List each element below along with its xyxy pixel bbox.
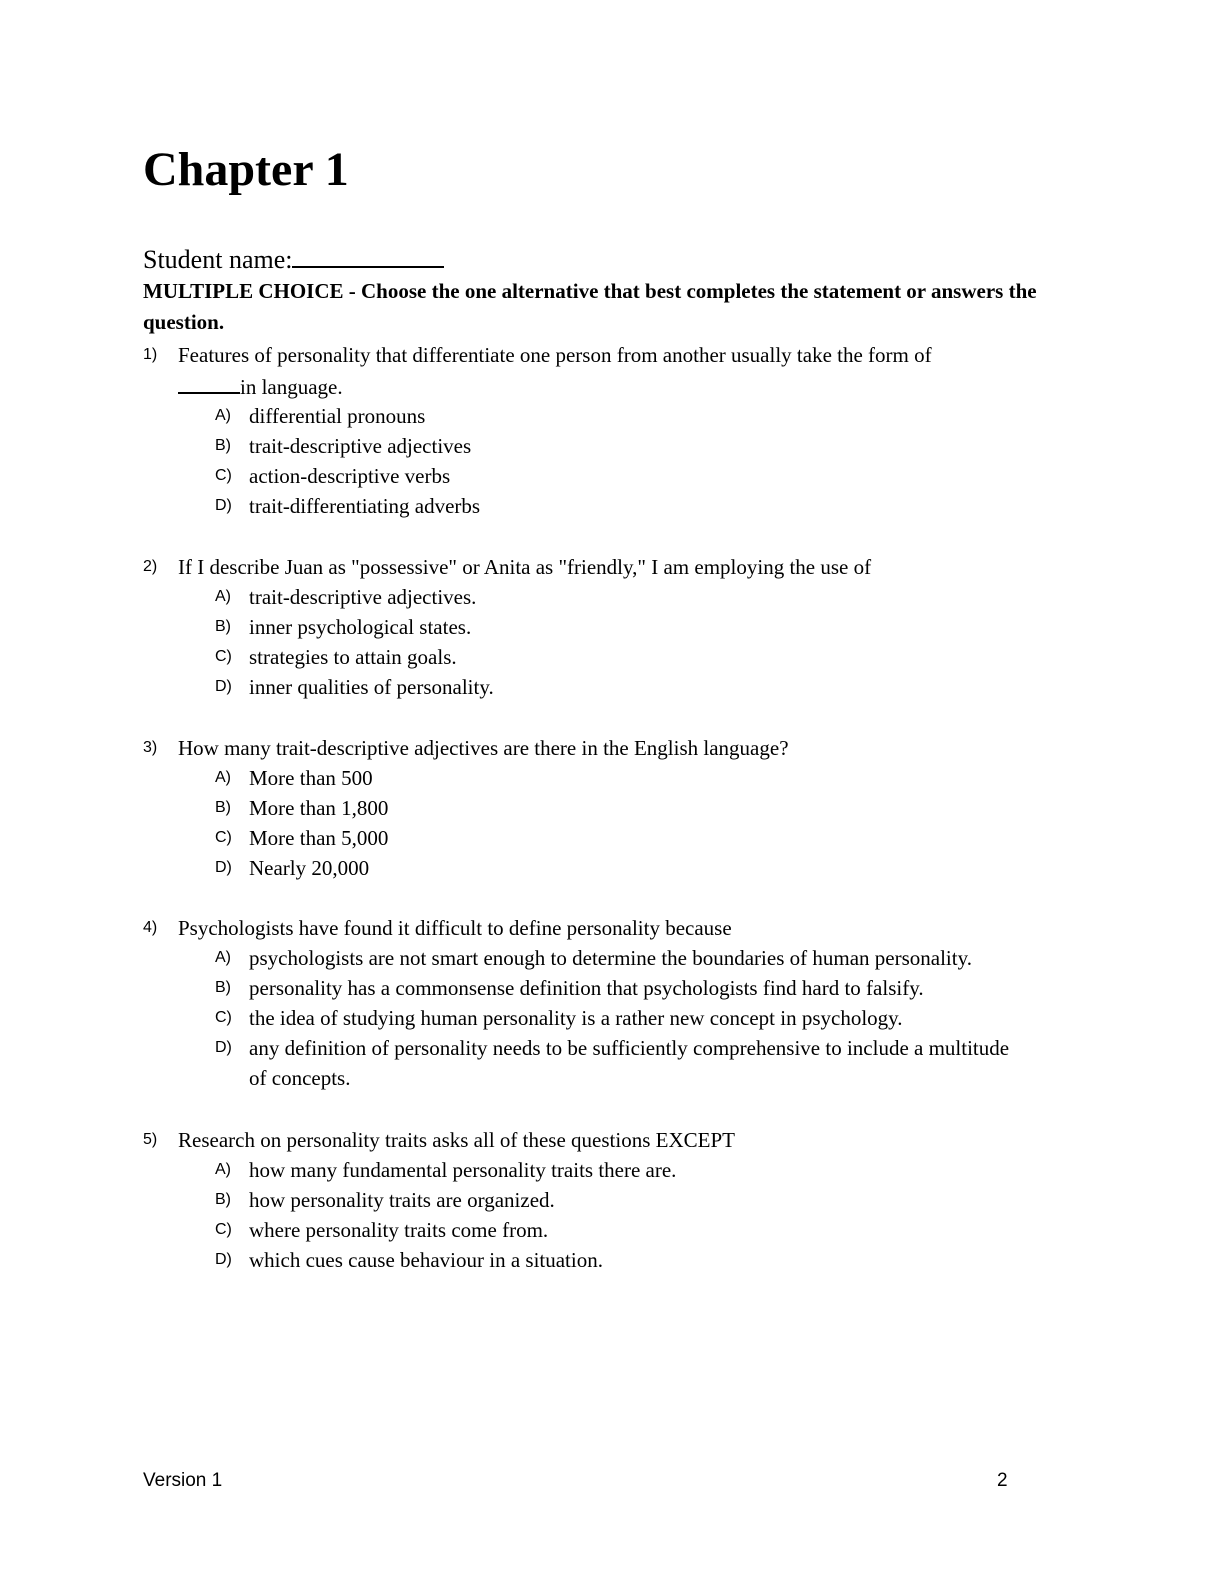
answer-option-c (215, 1215, 1095, 1245)
option-text: Nearly 20,000 (249, 856, 370, 880)
student-name-line (143, 240, 444, 277)
option-text: inner psychological states. (249, 615, 472, 639)
option-letter: D) (215, 1251, 232, 1268)
option-letter: A) (215, 769, 231, 786)
option-letter: C) (215, 1009, 232, 1026)
option-letter: C) (215, 467, 232, 484)
question-stem-text: Features of personality that differentiate one person from another usually take the form of (178, 343, 932, 367)
answer-option-d (215, 1033, 1095, 1093)
answer-option-d (215, 491, 1095, 521)
option-text: strategies to attain goals. (249, 645, 457, 669)
option-letter: B) (215, 618, 231, 635)
option-text: trait-descriptive adjectives (249, 434, 472, 458)
answer-option-a (215, 943, 1095, 973)
page-title: Chapter 1 (143, 143, 349, 196)
answer-option-d (215, 1245, 1095, 1275)
option-letter: A) (215, 588, 231, 605)
footer-page-number: 2 (997, 1470, 1008, 1491)
question-number: 1) (143, 346, 158, 363)
option-text: personality has a commonsense definition that psychologists find hard to falsify. (249, 976, 924, 1000)
question-number: 4) (143, 919, 158, 936)
answer-options (215, 763, 1095, 883)
answer-option-b (215, 431, 1095, 461)
answer-option-c (215, 1003, 1095, 1033)
option-letter: B) (215, 1191, 231, 1208)
question-stem (178, 340, 1058, 402)
option-letter: D) (215, 1039, 232, 1056)
option-letter: A) (215, 1161, 231, 1178)
question-number: 3) (143, 739, 158, 756)
answer-option-b (215, 612, 1095, 642)
question-number: 2) (143, 558, 158, 575)
answer-option-c (215, 642, 1095, 672)
option-letter: C) (215, 1221, 232, 1238)
answer-option-d (215, 853, 1095, 883)
option-text: where personality traits come from. (249, 1218, 549, 1242)
question-stem: Research on personality traits asks all of these questions EXCEPT (178, 1128, 735, 1152)
option-letter: C) (215, 648, 232, 665)
answer-option-c (215, 823, 1095, 853)
question-stem: How many trait-descriptive adjectives are there in the English language? (178, 736, 789, 760)
option-letter: A) (215, 407, 231, 424)
option-text: how many fundamental personality traits there are. (249, 1158, 677, 1182)
option-letter: B) (215, 437, 231, 454)
answer-option-b (215, 1185, 1095, 1215)
option-letter: D) (215, 497, 232, 514)
instructions: MULTIPLE CHOICE - Choose the one alternative that best completes the statement or answers the question. (143, 279, 1037, 334)
question-stem: Psychologists have found it difficult to define personality because (178, 916, 732, 940)
option-text: differential pronouns (249, 404, 426, 428)
answer-options (215, 1155, 1095, 1275)
answer-option-d (215, 672, 1095, 702)
answer-option-b (215, 793, 1095, 823)
option-letter: D) (215, 859, 232, 876)
option-text: inner qualities of personality. (249, 675, 494, 699)
option-text: More than 5,000 (249, 826, 389, 850)
option-letter: B) (215, 799, 231, 816)
option-text: trait-descriptive adjectives. (249, 585, 477, 609)
option-text: which cues cause behaviour in a situation. (249, 1248, 603, 1272)
answer-option-b (215, 973, 1095, 1003)
option-text: More than 1,800 (249, 796, 389, 820)
answer-options (215, 943, 1095, 1093)
option-text: any definition of personality needs to be sufficiently comprehensive to include a multitude of concepts. (249, 1036, 1010, 1090)
option-text: action-descriptive verbs (249, 464, 451, 488)
answer-option-a (215, 763, 1095, 793)
option-letter: D) (215, 678, 232, 695)
answer-option-c (215, 461, 1095, 491)
student-name-label: Student name: (143, 245, 293, 274)
option-letter: C) (215, 829, 232, 846)
footer-version: Version 1 (143, 1470, 223, 1491)
answer-options (215, 582, 1095, 702)
option-letter: B) (215, 979, 231, 996)
fill-in-blank (178, 370, 240, 394)
question-number: 5) (143, 1131, 158, 1148)
answer-option-a (215, 401, 1095, 431)
option-text: how personality traits are organized. (249, 1188, 555, 1212)
question-stem: If I describe Juan as "possessive" or Anita as "friendly," I am employing the use of (178, 555, 872, 579)
student-name-blank (292, 240, 444, 268)
answer-option-a (215, 582, 1095, 612)
option-text: trait-differentiating adverbs (249, 494, 481, 518)
answer-options (215, 401, 1095, 521)
option-text: the idea of studying human personality is a rather new concept in psychology. (249, 1006, 903, 1030)
option-text: More than 500 (249, 766, 373, 790)
answer-option-a (215, 1155, 1095, 1185)
option-letter: A) (215, 949, 231, 966)
question-stem-text-after: in language. (240, 375, 343, 399)
option-text: psychologists are not smart enough to determine the boundaries of human personality. (249, 946, 972, 970)
